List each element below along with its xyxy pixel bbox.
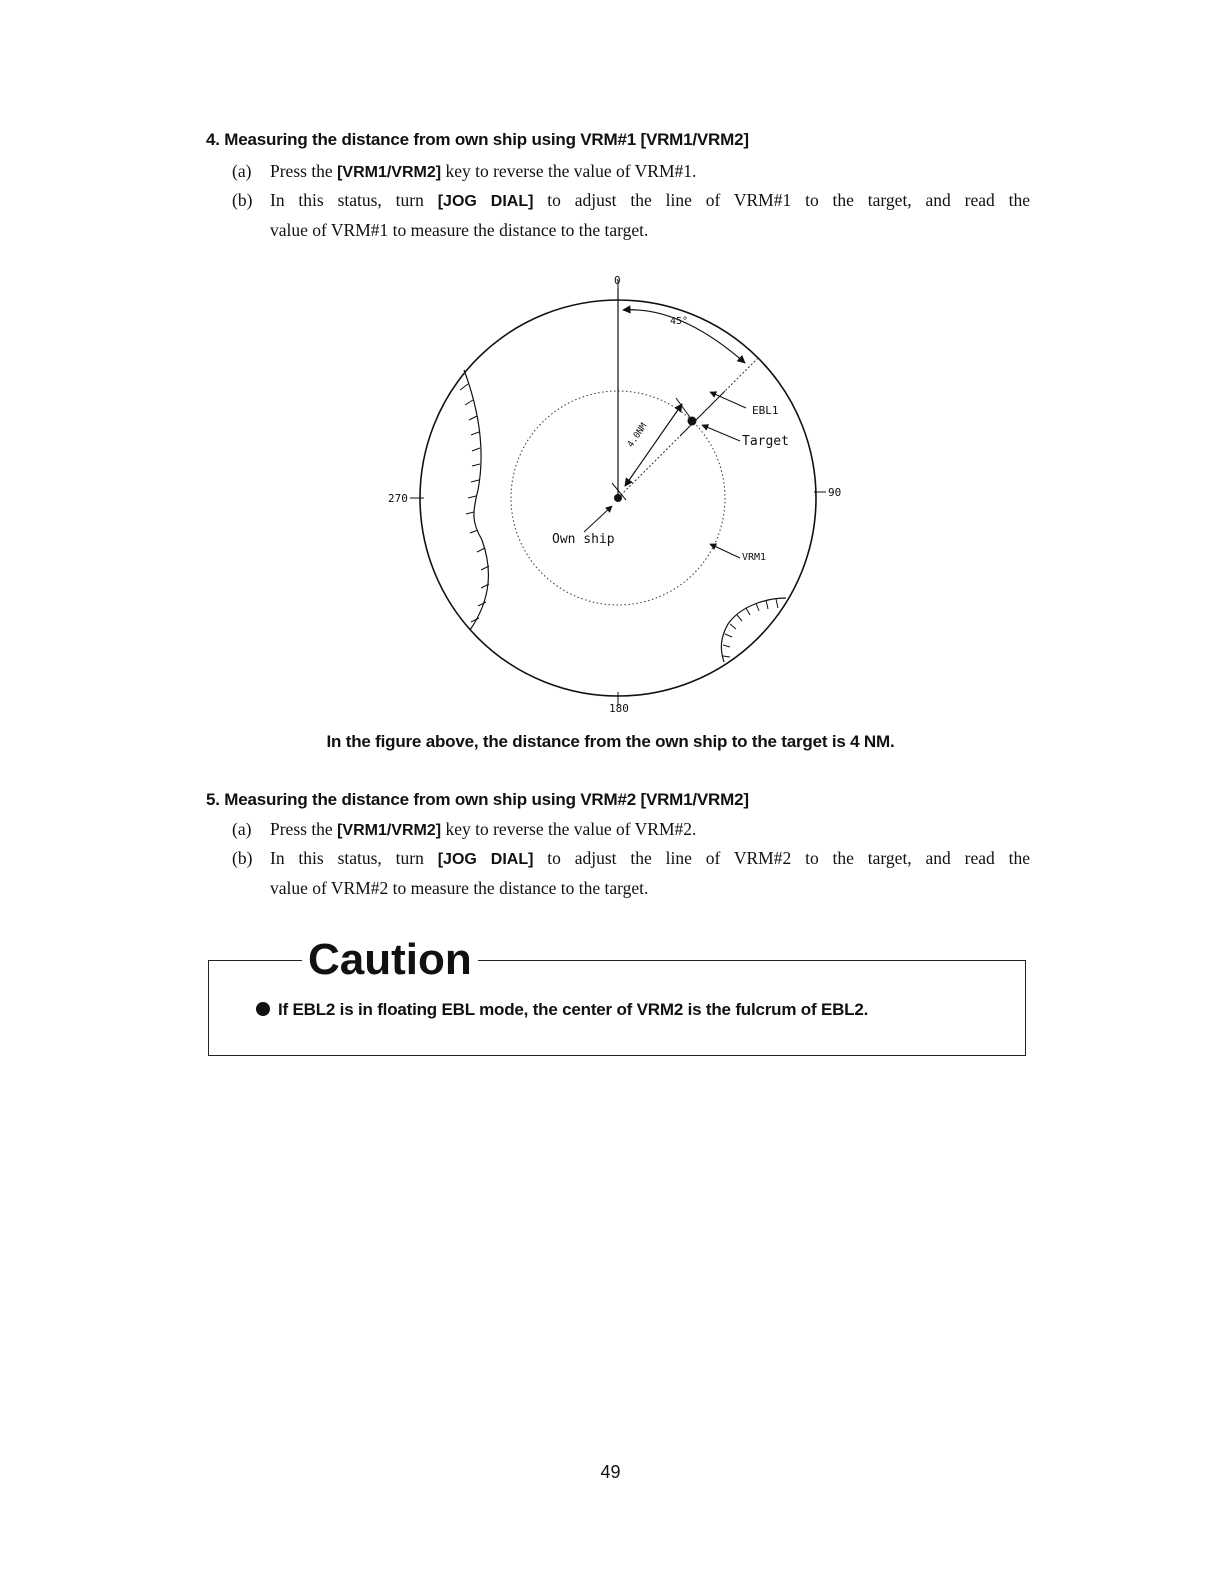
target-label: Target xyxy=(742,434,789,449)
angle-label-45: 45° xyxy=(670,316,689,327)
key-name: [JOG DIAL] xyxy=(437,851,534,868)
bearing-label-0: 0 xyxy=(614,274,621,287)
figure-caption: In the figure above, the distance from the own ship to the target is 4 NM. xyxy=(326,732,895,751)
step-text: to adjust the line of VRM#2 to the target, and read the xyxy=(533,848,1031,868)
step-tag: (b) xyxy=(232,848,253,868)
target-leader xyxy=(702,425,740,441)
key-name: [VRM1/VRM2] xyxy=(337,822,442,839)
step-line-2: value of VRM#1 to measure the distance to the target. xyxy=(270,220,649,240)
step-text: to adjust the line of VRM#1 to the target, and read the xyxy=(533,190,1031,210)
own-ship-dot xyxy=(614,494,622,502)
step-line-2: value of VRM#2 to measure the distance to the target. xyxy=(270,878,649,898)
ebl1-label: EBL1 xyxy=(752,404,779,417)
step-text: Press the xyxy=(270,819,338,839)
step-tag: (b) xyxy=(232,190,253,210)
own-ship-leader xyxy=(584,506,612,532)
step-line-1 xyxy=(270,186,1030,216)
range-label: 4.0NM xyxy=(626,421,650,450)
bullet-icon xyxy=(256,1002,270,1016)
step-tag: (a) xyxy=(232,161,252,181)
page-number: 49 xyxy=(600,1462,621,1482)
own-ship-label: Own ship xyxy=(552,532,615,547)
vrm1-label: VRM1 xyxy=(742,552,767,563)
bearing-label-180: 180 xyxy=(609,702,629,715)
radar-diagram xyxy=(380,268,860,720)
key-name: [JOG DIAL] xyxy=(437,193,534,210)
caution-item xyxy=(256,1000,868,1020)
step-text: key to reverse the value of VRM#2. xyxy=(441,819,697,839)
section-4-heading: 4. Measuring the distance from own ship using VRM#1 [VRM1/VRM2] xyxy=(206,130,749,149)
section-5-heading: 5. Measuring the distance from own ship using VRM#2 [VRM1/VRM2] xyxy=(206,790,749,809)
vrm1-leader xyxy=(710,544,740,558)
step-text: Press the xyxy=(270,161,338,181)
bearing-label-270: 270 xyxy=(388,492,408,505)
step-text: In this status, turn xyxy=(270,848,438,868)
bearing-label-90: 90 xyxy=(828,486,842,499)
target-dot xyxy=(688,417,697,426)
right-coastline xyxy=(721,598,786,662)
radar-vrm-figure xyxy=(380,268,860,720)
step-line-1 xyxy=(270,844,1030,874)
left-coastline-hatching xyxy=(460,384,489,622)
right-coastline-hatching xyxy=(723,599,778,657)
caution-text: If EBL2 is in floating EBL mode, the center of VRM2 is the fulcrum of EBL2. xyxy=(278,1000,869,1019)
left-coastline xyxy=(464,370,488,630)
step-text: key to reverse the value of VRM#1. xyxy=(441,161,697,181)
caution-title: Caution xyxy=(302,934,478,986)
key-name: [VRM1/VRM2] xyxy=(337,164,442,181)
step-tag: (a) xyxy=(232,819,252,839)
step-text: In this status, turn xyxy=(270,190,438,210)
